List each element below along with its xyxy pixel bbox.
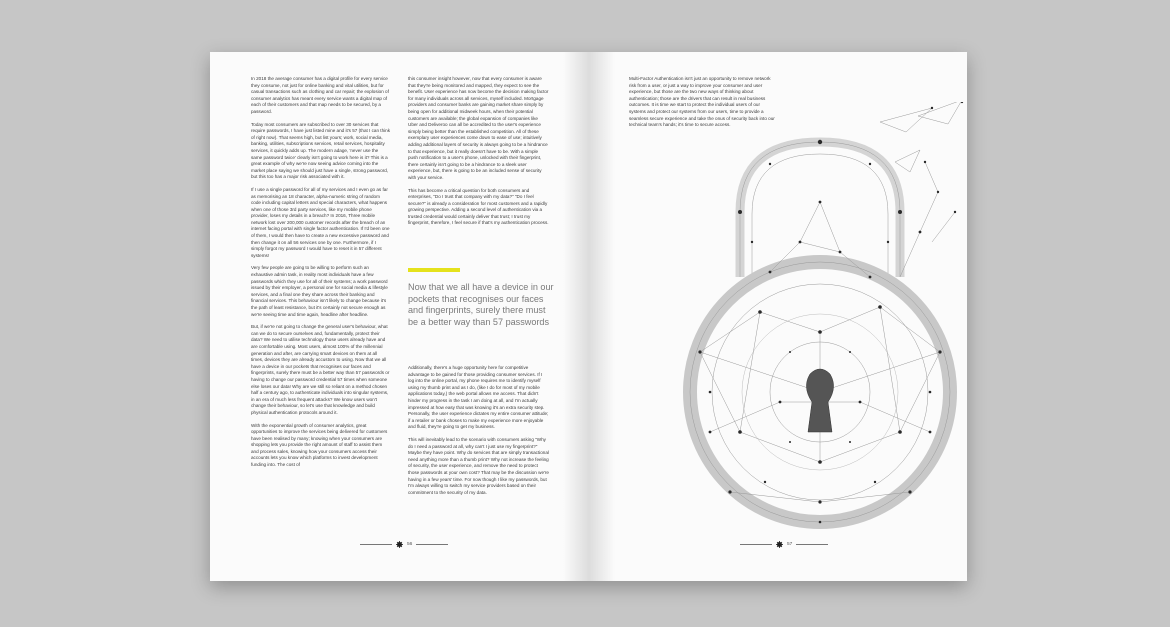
paragraph: But, if we're not going to change the general user's behaviour, what can we do to secure ourselves and, fundamentally, protect their data? We need to utilise technology those users already have and are comfortable using. Most users, almost 100% of the millennial generation and after, are carrying smart devices on them at all times, devices they are already accustom to using. Now that we all have a device in our pockets that recognises our faces and fingerprints, surely there must be a better way than 57 passwords or having to change our password credential 57 times when someone else loses our data! Why are we still so reliant on a method chosen half a century ago, to authenticate individuals into singular systems, in an era of much less frequent attacks? We know users won't change their behaviour, so let's use that knowledge and build physical authentication protocols around it.	[251, 324, 390, 415]
folio-rule	[360, 544, 392, 545]
logo-icon	[396, 541, 403, 548]
gutter-shadow	[589, 52, 615, 581]
paragraph: If I use a single password for all of my services and I even go as far as memorising an 18 character, alpha-numeric string of random code including capital letters and special characters, what happens when one of those 3rd party services, like my mobile phone provider, loses my details in a breach? In 2016, Three mobile network lost over 200,000 customer records after the breach of an internet facing portal with single factor authentication. If I'd been one of them, I would then have to create a new excessive password and then change it on all 56 services one by one. Furthermore, if I simply forgot my password I would have to reset it in 57 different systems!	[251, 186, 390, 258]
paragraph: With the exponential growth of consumer analytics, great opportunities to improve the services being delivered for customers have been realised by many; knowing when your consumers are shopping lets you provide the right amount of staff to assist them and process sales, knowing how your consumers access their accounts lets you know which platforms to invest development funding into. The cost of	[251, 422, 388, 468]
paragraph: Additionally, there's a huge opportunity here for competitive advantage to be gained for those providing consumer services. If I log into the online portal, my phone requires me to identify myself using my thumb print and as I do, (like I do for most of my mobile applications today,) the web portal allows me access. That didn't hinder my progress in the task I am doing at all, and I'm actually impressed at how easy that was knowing it's an extra security step. Personally, the user experience dictates my entire consumer attitude; if a retailer or bank choses to make my experience more enjoyable and fluid, they're going to get my business.	[408, 365, 549, 430]
paragraph: Multi-Factor Authentication isn't just an opportunity to remove network risk from a user, or just a way to improve your consumer and user experience, but those are the two new ways of thinking about authentication; those are the drivers that can result in real business outcomes. It is time we start to protect the individual users of our systems and protect our systems from our users, time to provide a seamless secure experience and take the onus of security back into our technical team's hands; it's time to secure access.	[629, 76, 775, 128]
logo-icon	[776, 541, 783, 548]
padlock-network-icon	[670, 102, 970, 542]
page-number-left	[360, 541, 448, 548]
paragraph: Very few people are going to be willing to perform such an exhaustive admin task, in reality most individuals have a few passwords which they use for all of their systems; a work password issued by their employer, a personal one for social media & lifestyle services, and a final one they share across their banking and financial services. This behaviour isn't likely to change because it's the path of least resistance, but it's certainly not secure enough as we're seeing time and time again, headline after headline.	[251, 265, 388, 317]
left-column-2-bottom	[408, 365, 549, 502]
page-number-right	[740, 541, 828, 548]
page-number: 56	[407, 542, 413, 547]
paragraph: In 2018 the average consumer has a digital profile for every service they consume, not just for online banking and vital utilities, but for casual transactions such as clothing and car repair; the explosion of consumer analytics has meant every service wants a digital map of each of their customers and that map needs to be secured, by a password.	[251, 76, 389, 114]
folio-rule	[416, 544, 448, 545]
paragraph: This will inevitably lead to the scenario with consumers asking "Why do I need a password at all, why can't I just use my fingerprint?" Maybe they have point. Why do services that are simply transactional need anything more than a thumb print? Why not increase the feeling of security, the user experience, and remove the need to protect those passwords at your own cost? That may be the discussion we're having in a few years' time. For now though I like my passwords, but I'm always willing to switch my service providers based on their commitment to the security of my data.	[408, 436, 549, 495]
left-column-1	[251, 76, 390, 475]
folio-rule	[796, 544, 828, 545]
open-magazine	[210, 52, 967, 581]
pullquote-accent-bar	[408, 268, 460, 272]
folio-rule	[740, 544, 772, 545]
paragraph: Today most consumers are subscribed to over 30 services that require passwords, I have just listed mine and it's 57 (that I can think of right now). That seems high, but list yours; work, social media, banking, utilities, subscriptions services, retail services, hospitality services, it quickly adds up. The modern adage, 'never use the same password twice' clearly isn't going to work here is it? This is a great example of why we're now seeing advice coming into the market place saying we should just have a single, strong password, but this too has a major risk associated with it.	[251, 121, 391, 180]
paragraph: This has become a critical question for both consumers and enterprises, "Do I trust that company with my data?" "Do I feel secure?" is already a consideration for most customers and a rapidly growing perspective. Adding a second level of authentication via a trusted credential would certainly deliver that trust; I trust my fingerprint, therefore, I feel secure if that's my authentication process.	[408, 187, 549, 226]
paragraph: this consumer insight however, now that every consumer is aware that they're being monitored and mapped, they expect to see the benefit. User experience has now become the decision making factor for many individuals across all services, myself included. Mortgage providers and consumer banks are gaining market share simply by being open for additional midweek hours, when their potential customers are available; the global expansion of companies like Uber and Deliveroo can all be accredited to the user's experience simply being better than the established competition. All of these exemplary user experiences come down to ease of use; intuitively adding additional layers of security is always going to be a hindrance to that experience, but it really doesn't have to be. With a simple push notification to a user's phone, unlocked with their fingerprint, there certainly isn't going to be a hindrance to a sleek user experience, but, there is going to be an included sense of security with your service.	[408, 76, 549, 180]
page-number: 57	[787, 542, 793, 547]
gutter-shadow	[563, 52, 589, 581]
left-column-2-top	[408, 76, 549, 233]
pull-quote: Now that we all have a device in our pockets that recognises our faces and fingerprints, surely there must be a better way than 57 passwords	[408, 282, 554, 327]
